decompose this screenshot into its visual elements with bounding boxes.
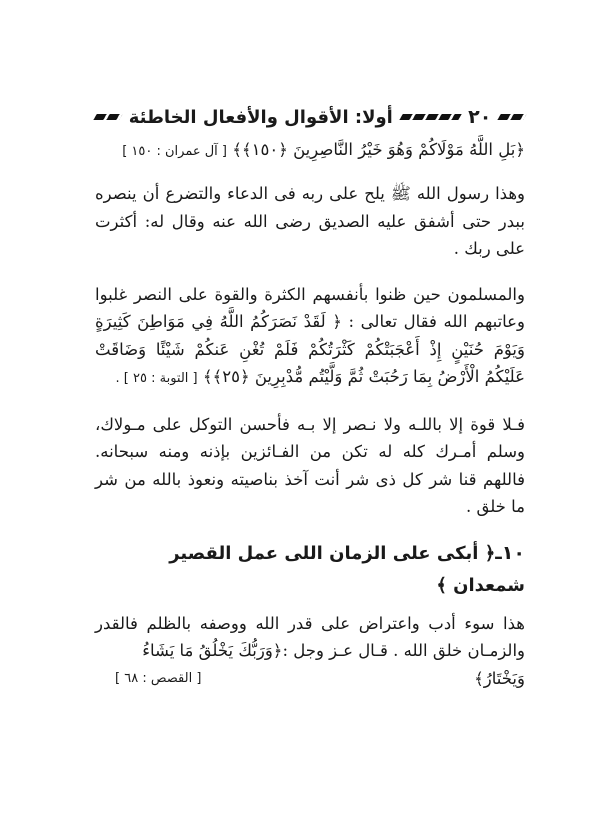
header-ornament-right bbox=[498, 114, 527, 120]
quran-verse-qasas bbox=[95, 665, 525, 693]
header-ornament-middle bbox=[399, 114, 462, 120]
paragraph-tawakkul: فـلا قوة إلا باللـه ولا نـصر إلا بـه فأحسن التوكل على مـولاك، وسلم أمـرك كله له تكن من الفـائزين بإذنه ومنه سبحانه. فاللهم قنا شر كل ذى شر أنت آخذ بناصيته ونعوذ بالله من شر ما خلق . bbox=[95, 414, 525, 516]
page-header-title: أولا: الأقوال والأفعال الخاطئة bbox=[128, 106, 393, 128]
book-page bbox=[95, 100, 525, 693]
verse-reference: [ التوبة : ٢٥ ] . bbox=[115, 371, 198, 386]
verse-text: وَيَخْتَارُ﴾ bbox=[474, 668, 525, 688]
paragraph-prophet-supplication: وهذا رسول الله ﷺ يلح على ربه فى الدعاء والتضرع أن ينصره ببدر حتى أشفق عليه الصديق رضى الله عنه وقال له: أكثرت على ربك . bbox=[95, 184, 525, 258]
quran-verse-al-imran bbox=[95, 136, 525, 166]
section-heading bbox=[95, 537, 525, 602]
paragraph-muslims-hunayn bbox=[95, 281, 525, 393]
page-number: ٢٠ bbox=[468, 106, 492, 128]
verse-text: ﴿بَلِ اللَّهُ مَوْلَاكُمْ وَهُوَ خَيْرُ النَّاصِرِينَ ﴿١٥٠﴾﴾ bbox=[232, 140, 525, 159]
section-number: ١٠ـ bbox=[495, 541, 525, 564]
quran-verse-tawbah: ﴿ لَقَدْ نَصَرَكُمُ اللَّهُ فِي مَوَاطِنَ كَثِيرَةٍ وَيَوْمَ حُنَيْنٍ إِذْ أَعْجَبَتْكُمْ كَثْرَتُكُمْ فَلَمْ تُغْنِ عَنكُمْ شَيْئًا وَضَاقَتْ عَلَيْكُمُ الْأَرْضُ بِمَا رَحُبَتْ ثُمَّ وَلَّيْتُم مُّدْبِرِينَ ﴿٢٥﴾﴾ bbox=[95, 312, 525, 386]
verse-reference: [ القصص : ٦٨ ] bbox=[115, 670, 202, 686]
paragraph-intro: والمسلمون حين ظنوا بأنفسهم الكثرة والقوة على النصر غلبوا وعاتبهم الله فقال تعالى : bbox=[95, 284, 525, 331]
page-header bbox=[95, 100, 525, 134]
verse-reference: [ آل عمران : ١٥٠ ] bbox=[122, 144, 228, 159]
section-title: ﴿ أبكى على الزمان اللى عمل القصير شمعدان ﴾ bbox=[169, 542, 525, 596]
paragraph-bad-manners: هذا سوء أدب واعتراض على قدر الله ووصفه بالظلم فالقدر والزمـان خلق الله . قـال عـز وجل :﴿وَرَبُّكَ يَخْلُقُ مَا يَشَاءُ bbox=[95, 613, 525, 660]
header-ornament-left bbox=[93, 114, 122, 120]
